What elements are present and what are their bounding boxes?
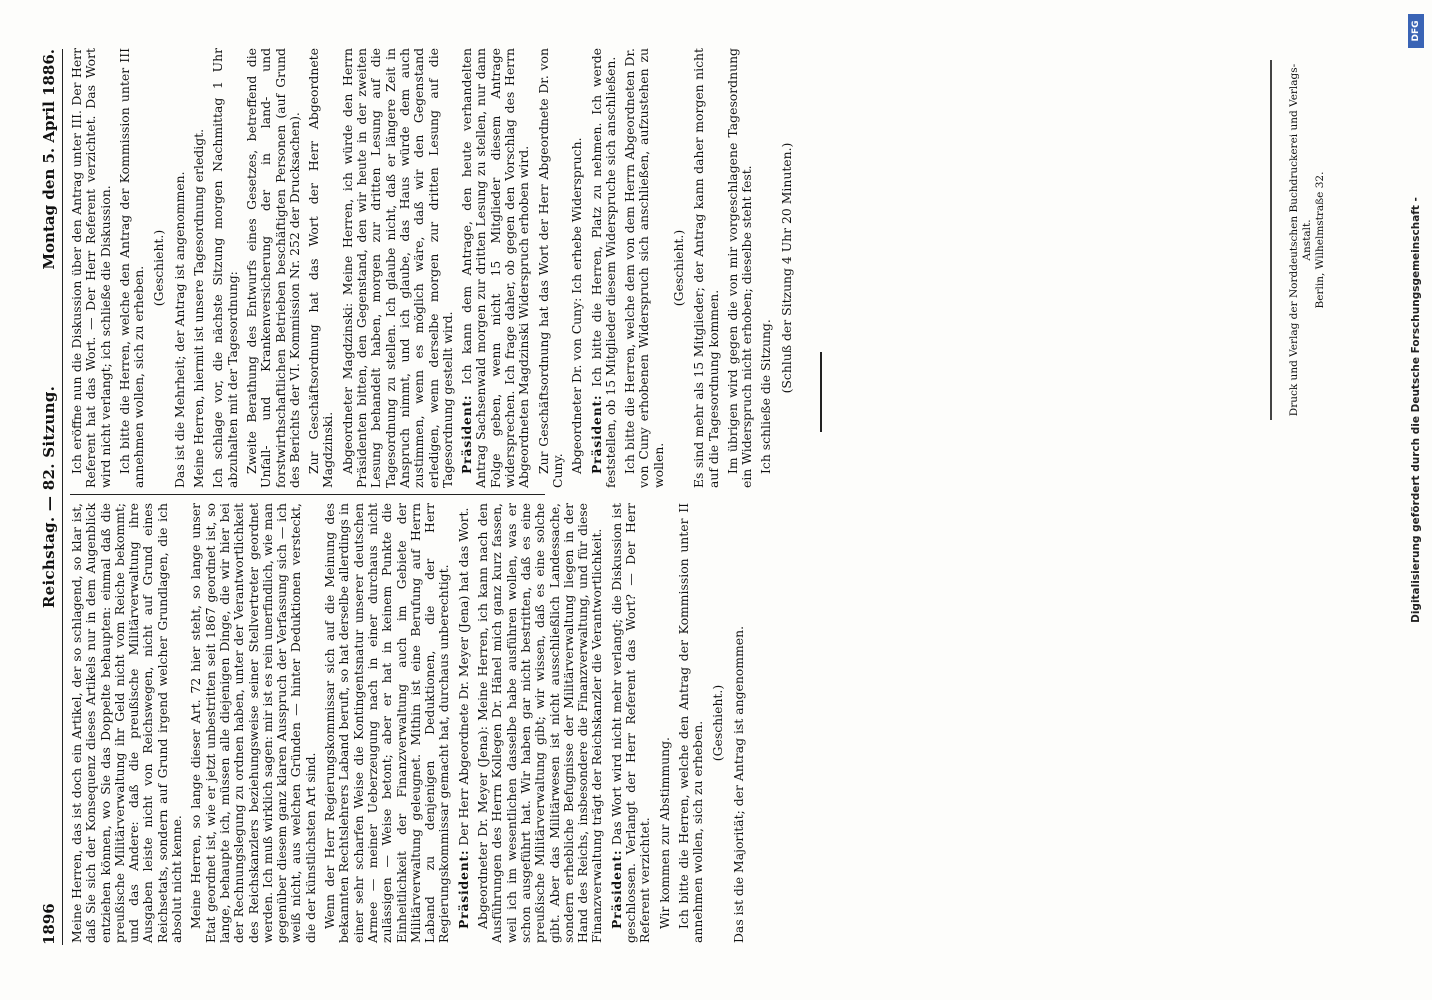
speaker-label: Präsident: <box>608 849 624 929</box>
paragraph <box>476 503 605 943</box>
paragraph: Ich bitte die Herren, welche den Antrag der Kommission unter III annehmen wollen, sich zu erheben. <box>116 48 147 488</box>
imprint <box>1288 60 1327 420</box>
speech-text: Ich bitte die Herren, Platz zu nehmen. Ich werde feststellen, ob 15 Mitglieder diesem Widerspruche sich anschließen. <box>588 48 618 488</box>
paragraph: Ich bitte die Herren, welche den Antrag der Kommission unter II annehmen wollen, sich zu erheben. <box>675 503 706 943</box>
speech-text: Ich erhebe Widerspruch. <box>569 137 585 294</box>
paragraph: Im übrigen wird gegen die von mir vorgeschlagene Tagesordnung ein Widerspruch nicht erhoben; dieselbe steht fest. <box>724 48 755 488</box>
speaker-label: Präsident: <box>459 394 475 474</box>
speaker-label: Präsident: <box>455 849 471 929</box>
stage-direction: (Geschieht.) <box>151 229 167 307</box>
paragraph: Meine Herren, hiermit ist unsere Tagesordnung erledigt. <box>191 128 207 488</box>
paragraph: Ich schließe die Sitzung. <box>758 319 774 474</box>
paragraph <box>460 48 531 488</box>
imprint-line: Berlin, Wilhelmstraße 32. <box>1314 171 1326 309</box>
left-column <box>69 503 746 943</box>
paragraph: Ich schlage vor, die nächste Sitzung morgen Nachmittag 1 Uhr abzuhalten mit der Tagesordnung: <box>210 48 240 488</box>
agenda-item: Zweite Berathung des Entwurfs eines Gesetzes, betreffend die Unfall- und Krankenversicherung der in land- und forstwirthschaftlichen Betrieben beschäftigten Personen (auf Grund des Berichts der VI. Kommission Nr. 252 der Drucksachen). <box>243 48 302 488</box>
stage-direction: (Geschieht.) <box>710 684 726 762</box>
right-column <box>69 47 794 488</box>
paragraph: Ich bitte die Herren, welche dem von dem Herrn Abgeordneten Dr. von Cuny erhobenen Widerspruch sich anschließen, aufzustehen zu wollen. <box>622 48 666 488</box>
page-number: 1896 <box>40 903 58 945</box>
paragraph <box>590 48 619 488</box>
paragraph <box>610 503 653 943</box>
section-rule <box>820 352 822 432</box>
paragraph: Das ist die Mehrheit; der Antrag ist angenommen. <box>171 171 187 488</box>
digitization-note: Digitalisierung gefördert durch die Deutsche Forschungsgemeinschaft - <box>1410 197 1422 623</box>
speaker-label: Abgeordneter Dr. Meyer (Jena): <box>475 726 491 929</box>
paragraph: Ich eröffne nun die Diskussion über den Antrag unter III. Der Herr Referent hat das Wort. — Der Herr Referent verzichtet. Das Wort wird nicht verlangt; ich schließe die Diskussion. <box>69 48 113 488</box>
paragraph: Meine Herren, so lange dieser Art. 72 hier steht, so lange unser Etat geordnet ist, wie er jetzt unbestritten seit 1867 geordnet ist, so lange, behaupte ich, müssen alle diejenigen Dinge, die wir hier bei der Rechnungslegung zu ordnen haben, unter der Verantwortlichkeit des Reichskanzlers beziehungsweise seiner Stellvertreter geordnet werden. Ich muß wirklich sagen: mir ist es rein unerfindlich, wie man gegenüber diesem ganz klaren Ausspruch der Verfassung sich — ich weiß nicht, aus welchen Gründen — hinter Deduktionen versteckt, die der künstlichsten Art sind. <box>188 503 318 943</box>
paragraph: Meine Herren, das ist doch ein Artikel, der so schlagend, so klar ist, daß Sie sich der Konsequenz dieses Artikels nur in dem Augenblick entziehen können, wo Sie das Doppelte behaupten: einmal daß die preußische Militärverwaltung ihr Geld nicht vom Reiche bekommt; und das Andere: daß die preußische Militärverwaltung ihre Ausgaben leiste nicht von Reichswegen, nicht auf Grund eines Reichsetats, sondern auf Grund irgend welcher Grundlagen, die ich absolut nicht kenne. <box>69 503 185 943</box>
speaker-label: Abgeordneter Magdzinski: <box>339 302 355 474</box>
paragraph <box>341 48 455 488</box>
paragraph: Wir kommen zur Abstimmung. <box>656 737 672 929</box>
paragraph: Zur Geschäftsordnung hat das Wort der Herr Abgeordnete Dr. von Cuny. <box>535 48 565 488</box>
session-date: Montag den 5. April 1886. <box>40 49 58 270</box>
speaker-label: Abgeordneter Dr. von Cuny: <box>569 297 585 474</box>
paragraph: Zur Geschäftsordnung hat das Wort der Herr Abgeordnete Magdzinski. <box>306 48 336 488</box>
speech-text: Meine Herren, ich würde den Herrn Präsidenten bitten, den Gegenstand, den wir heute in der zweiten Lesung behandelt haben, morgen zur dritten Lesung auf die Tagesordnung zu stellen. Ich glaube nicht, daß er längere Zeit in Anspruch nimmt, und ich glaube, das Haus würde dem auch zustimmen, wenn es möglich wäre, daß wir den Gegenstand erledigen, wenn derselbe morgen zur dritten Lesung auf die Tagesordnung gestellt wird. <box>339 47 455 488</box>
speech-text: Der Herr Abgeordnete Dr. Meyer (Jena) hat das Wort. <box>455 507 471 846</box>
paragraph <box>457 503 471 943</box>
page-header <box>32 49 63 945</box>
stage-direction: (Geschieht.) <box>670 229 686 307</box>
session-close: (Schluß der Sitzung 4 Uhr 20 Minuten.) <box>778 142 794 394</box>
column-divider <box>70 494 545 495</box>
speaker-label: Präsident: <box>588 394 604 474</box>
speech-text: Meine Herren, ich kann nach den Ausführungen des Herrn Kollegen Dr. Hänel mich ganz kurz fassen, weil ich im wesentlichen dasselbe habe ausführen wollen, was er schon ausgeführt hat. Wir haben gar nicht bestritten, daß es eine preußische Militärverwaltung gibt; wir wissen, daß es eine solche gibt. Aber das Militärwesen ist nicht ausschließlich Landessache, sondern erhebliche Befugnisse der Militärverwaltung liegen in der Hand des Reichs, insbesondere die Finanzverwaltung, und für diese Finanzverwaltung trägt der Reichskanzler die Verantwortlichkeit. <box>475 503 605 943</box>
speech-text: Ich kann dem Antrage, den heute verhandelten Antrag Sachsenwald morgen zur dritten Lesung zu stellen, nur dann Folge geben, wenn nicht 15 Mitglieder diesem Antrage widersprechen. Ich frage daher, ob gegen den Vorschlag des Herrn Abgeordneten Magdzinski Widerspruch erhoben wird. <box>459 48 532 488</box>
paragraph: Das ist die Majorität; der Antrag ist angenommen. <box>730 625 746 943</box>
imprint-line: Druck und Verlag der Norddeutschen Buchdruckerei und Verlags-Anstalt. <box>1288 63 1313 417</box>
footer-rule <box>1270 60 1272 420</box>
paragraph <box>570 48 584 488</box>
paragraph: Es sind mehr als 15 Mitglieder; der Antrag kann daher morgen nicht auf die Tagesordnung kommen. <box>691 48 721 488</box>
speech-text: Das Wort wird nicht mehr verlangt; die Diskussion ist geschlossen. Verlangt der Herr Referent das Wort? — Der Herr Referent verzichtet. <box>608 503 653 943</box>
paragraph: Wenn der Herr Regierungskommissar sich auf die Meinung des bekannten Rechtslehrers Laband beruft, so hat derselbe allerdings in einer sehr scharfen Weise die Kontingentsnatur unserer deutschen Armee — meiner Ueberzeugung nach in einer durchaus nicht zulässigen — Weise betont; aber er hat in keinem Punkte die Einheitlichkeit der Finanzverwaltung auch im Gebiete der Militärverwaltung geleugnet. Mithin ist eine Berufung auf Herrn Laband zu denjenigen Deduktionen, die der Herr Regierungskommissar gemacht hat, durchaus unberechtigt. <box>322 503 452 943</box>
dfg-logo: DFG <box>1408 14 1424 48</box>
session-title: Reichstag. — 82. Sitzung. <box>40 385 58 609</box>
